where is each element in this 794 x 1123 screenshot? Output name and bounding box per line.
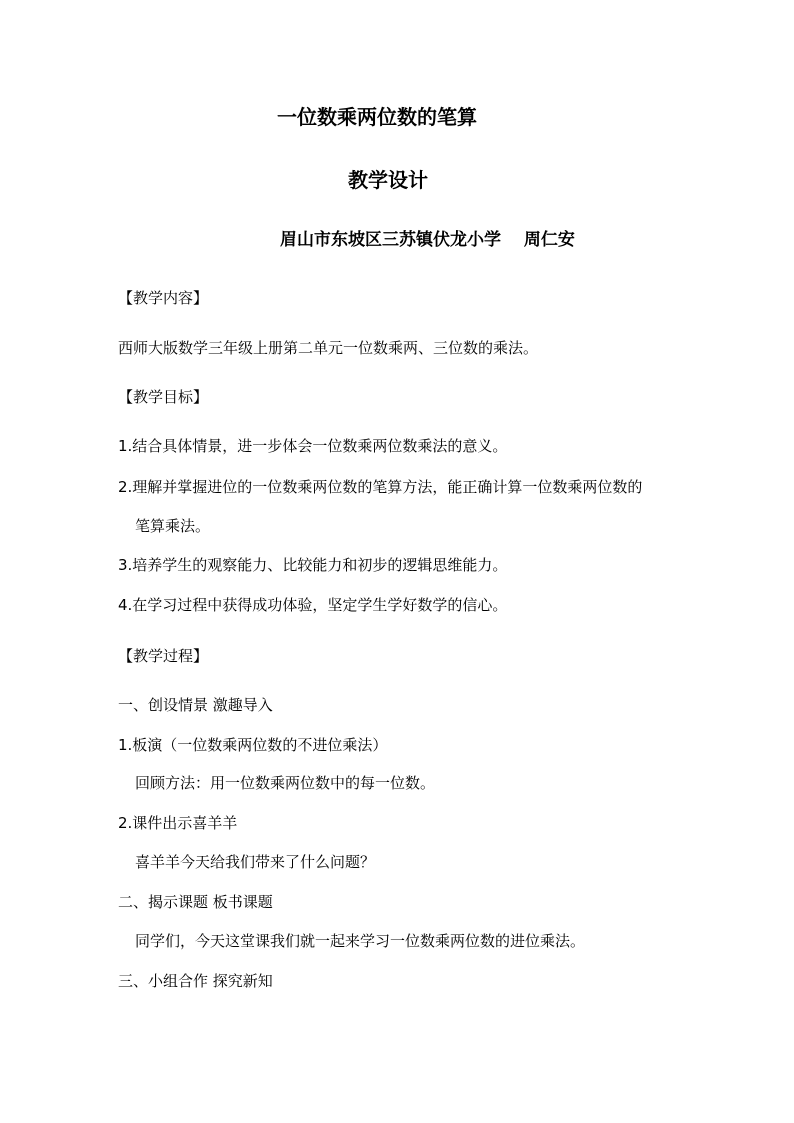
goal-item: 1.结合具体情景，进一步体会一位数乘两位数乘法的意义。	[118, 437, 508, 455]
process-item: 2.课件出示喜羊羊	[118, 814, 238, 832]
document-subtitle: 教学设计	[348, 168, 428, 192]
section-heading-content: 【教学内容】	[118, 289, 209, 307]
process-item: 回顾方法：用一位数乘两位数中的每一位数。	[135, 774, 436, 792]
process-item: 同学们，今天这堂课我们就一起来学习一位数乘两位数的进位乘法。	[135, 932, 586, 950]
process-item: 三、小组合作 探究新知	[118, 972, 273, 990]
process-item: 一、创设情景 激趣导入	[118, 696, 273, 714]
document-title: 一位数乘两位数的笔算	[277, 105, 477, 129]
section-heading-goals: 【教学目标】	[118, 388, 209, 406]
process-item: 二、揭示课题 板书课题	[118, 893, 273, 911]
document-author: 眉山市东坡区三苏镇伏龙小学 周仁安	[280, 230, 575, 250]
goal-item: 3.培养学生的观察能力、比较能力和初步的逻辑思维能力。	[118, 556, 508, 574]
process-item: 1.板演（一位数乘两位数的不进位乘法）	[118, 736, 388, 754]
content-text: 西师大版数学三年级上册第二单元一位数乘两、三位数的乘法。	[118, 339, 539, 357]
goal-item: 2.理解并掌握进位的一位数乘两位数的笔算方法，能正确计算一位数乘两位数的	[118, 478, 643, 496]
process-item: 喜羊羊今天给我们带来了什么问题？	[135, 853, 376, 871]
section-heading-process: 【教学过程】	[118, 647, 209, 665]
goal-item: 4.在学习过程中获得成功体验，坚定学生学好数学的信心。	[118, 596, 508, 614]
goal-item-continuation: 笔算乘法。	[135, 517, 211, 535]
